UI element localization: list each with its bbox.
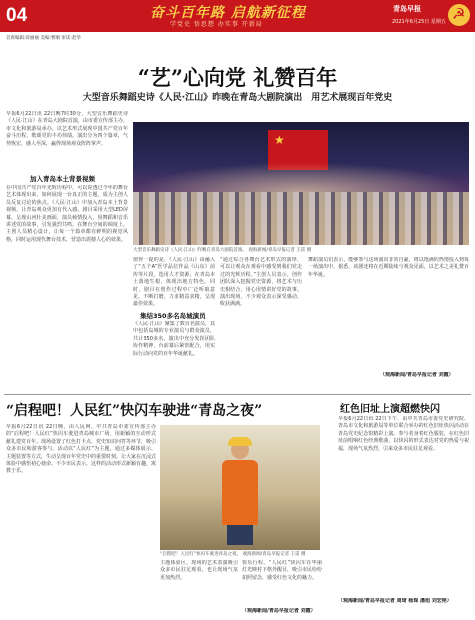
article2-photo-caption: “启程吧！人民红”快闪车驶进青岛之夜。 观海新闻/青岛早报记者 王雷 摄: [160, 552, 306, 557]
article2-title: “启程吧！人民红”快闪车驶进“青岛之夜”: [6, 403, 263, 419]
article1-title: “艺”心向党 礼赞百年: [137, 65, 338, 90]
article2-photo: [160, 425, 320, 550]
issue-date: 2021年6月25日 星期五: [392, 19, 446, 25]
article3-body: 早报6月22日讯 22日下午，由中共青岛市委党史研究院、青岛市文化和旅游局等单位联合举办的红色旧址快闪活动在青岛党史纪念馆精彩上演。参与者身着红色服装，在红色旧址前唱响红色经典歌曲，以快闪的形式表达对党的热爱与祝福，现场气氛热烈，引来众多市民驻足观看。: [338, 416, 469, 452]
article1-col4: “通过综合各舞台艺术形式的演绎，可以让观众在观看中感受到我们党走过的光辉历程。”主创人员表示。创作团队深入挖掘党史资源，将艺术与历史相结合，用心用情讲好党的故事。演出现场，不少观众表示深受感动，收获满满。: [220, 257, 302, 308]
article1-col3: 值得一提的是，《人民·江山》由融入了“五个A”医学品位作品《山东》前传等片段，选用人才资源，在青岛本土落地生根，体现出地方特色。同时，剧目在创作过程中广泛听取意见，不断打磨，力求精益求精，呈现最佳效果。: [133, 257, 215, 308]
section-sub-slogan: 学党史 悟思想 办实事 开新局: [170, 21, 263, 28]
article1-section1-body: 在中国共产党百年光辉历程中，可以说透过今年的舞台艺术体现出来，如何展现一台真正的主题，成为主创人员反复讨论的焦点。《人民·江山》中加入青岛本土背景视频，让青岛观众更加有代入感。剧目采用大型LED屏幕，呈现山河壮美画面，演员倾情投入，用舞蹈和音乐讲述党的故事，引发强烈共鸣。在舞台空间的调度上，主创人员精心设计，让每一个篇章都有鲜明的视觉风格，同时运用现代舞台技术，营造出震撼人心的效果。: [6, 185, 128, 243]
performer-figure: [222, 441, 258, 541]
article1-intro: 早报6月22日讯 22日晚7时30分，大型音乐舞蹈史诗《人民·江山》在青岛大剧院首演，由市委宣传部主办，市文化和旅游局承办。以艺术形式展现中国共产党百年奋斗历程，歌颂党的丰功伟绩。演出分为四个篇章，气势恢宏，感人至深，赢得现场观众阵阵掌声。: [6, 111, 128, 147]
article1-section2-body: 《人民·江山》聚集了数百名演员，其中包括岛城的专业演员与群众演员，共计350多名。演出中充分发挥团队协作精神，台前幕后紧密配合，用实际行动向党的百年华诞献礼。: [133, 321, 215, 357]
article1-section1-head: 加入青岛本土背景视频: [30, 175, 95, 183]
section-slogan: 奋斗百年路 启航新征程: [150, 5, 306, 21]
article2-signature: （观海新闻/青岛早报记者 刘霞）: [242, 608, 316, 614]
article1-photo: [133, 122, 469, 245]
article1-section2-head: 集结350多名岛城演员: [140, 312, 206, 320]
article1-col5: 舞蹈演员们表示，能够参与这场演出非常自豪，将以饱满的热情投入到每一场演出中。据悉，该剧还将在近期陆续与观众见面，以艺术之美礼赞百年华诞。: [308, 257, 469, 278]
editor-credits: 首席编辑:蒋丽丽 美编:曹刚 审读:赵华: [6, 36, 81, 41]
article1-signature: （观海新闻/青岛早报记者 刘霞）: [380, 372, 454, 378]
article3-signature: （观海新闻/青岛早报记者 周琦 杨琛 潘旭 刘宏艳）: [338, 598, 452, 604]
page-number: 04: [6, 5, 28, 26]
header-banner: [0, 0, 475, 32]
article2-col2: 主题体验区，现场的艺术表演吸引众多市民驻足观看，也让现场气氛更加热烈。: [160, 560, 238, 581]
newspaper-name: 青岛早报: [393, 5, 421, 13]
stage-performers: [133, 192, 469, 245]
article1-subtitle: 大型音乐舞蹈史诗《人民·江山》昨晚在青岛大剧院演出 用艺术展现百年党史: [82, 93, 393, 103]
article2-body: 早报6月22日讯 22日晚，由人民网、中共青岛市委宣传部主办的“启程吧！人民红”快闪车驶进青岛城市广场，用新颖的互动形式献礼建党百年。现场设置了红色打卡点、党史知识问答等环节，吸引众多市民和游客参与。活动以“人民红”为主题，通过多媒体展示、主题装置等方式，生动呈现百年党史中的重要时刻，让大家在沉浸式体验中感悟初心使命。不少市民表示，这样的活动形式新颖有趣，寓教于乐。: [6, 424, 156, 475]
article3-title: 红色旧址上演超燃快闪: [340, 404, 440, 415]
party-emblem-icon: [448, 4, 470, 26]
article1-photo-caption: 大型音乐舞蹈史诗《人民·江山》昨晚在青岛大剧院首演。 观海新闻/青岛早报记者 王雷 摄: [133, 248, 312, 253]
article2-col3: 快乐行程，“人民红”快闪车在华丽灯光映衬下格外醒目，吸引市民纷纷拍照留念，感受红色文化的魅力。: [242, 560, 322, 581]
section-divider: [4, 394, 471, 395]
